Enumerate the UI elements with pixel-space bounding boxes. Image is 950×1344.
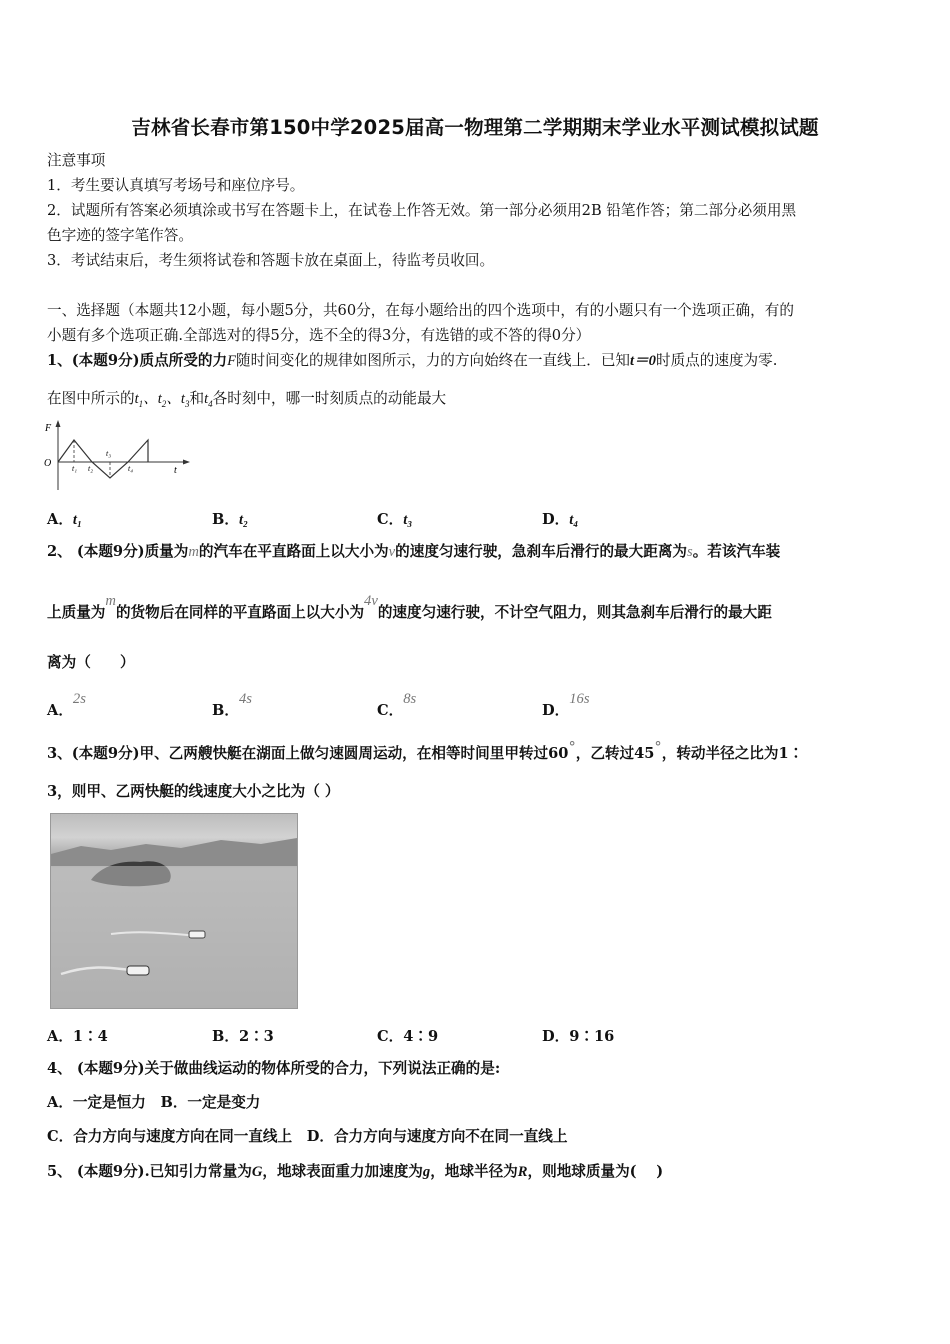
q1-option-b[interactable]: B．t₂ xyxy=(212,511,249,528)
q3-option-b[interactable]: B．2∶3 xyxy=(212,1028,274,1045)
axis-label-f: F xyxy=(45,423,52,434)
section-instructions: 一、选择题（本题共12小题，每小题5分，共60分，在每小题给出的四个选项中，有的小题只有一个选项正确，有的 xyxy=(47,302,794,319)
q2-option-c[interactable]: C．8s xyxy=(377,691,417,719)
q2-option-a[interactable]: A．2s xyxy=(47,691,86,719)
page-title: 吉林省长春市第150中学2025届高一物理第二学期期末学业水平测试模拟试题 xyxy=(131,116,819,139)
q3-option-d[interactable]: D．9∶16 xyxy=(542,1028,615,1045)
q3-option-c[interactable]: C．4∶9 xyxy=(377,1028,439,1045)
axis-label-t: t xyxy=(174,465,177,476)
question-2-stem: 离为（ ） xyxy=(47,654,135,671)
section-instructions: 小题有多个选项正确.全部选对的得5分，选不全的得3分，有选错的或不答的得0分） xyxy=(47,327,591,344)
notice-item: 色字迹的签字笔作答。 xyxy=(47,227,193,244)
question-3-stem: 3，则甲、乙两快艇的线速度大小之比为（ ） xyxy=(47,783,340,800)
question-2-stem: 2、 (本题9分)质量为m的汽车在平直路面上以大小为v的速度匀速行驶，急刹车后滑行的最大距离为s。若该汽车装 xyxy=(47,543,781,560)
tick-label-t2: t₂ xyxy=(88,464,94,473)
notice-item: 2．试题所有答案必须填涂或书写在答题卡上，在试卷上作答无效。第一部分必须用2B 铅笔作答；第二部分必须用黑 xyxy=(47,202,797,219)
question-1-stem: 1、(本题9分)质点所受的力F随时间变化的规律如图所示，力的方向始终在一直线上．已知t＝0时质点的速度为零. xyxy=(47,352,778,369)
q4-options-row[interactable]: A．一定是恒力 B．一定是变力 xyxy=(47,1094,261,1111)
q4-options-row[interactable]: C．合力方向与速度方向在同一直线上 D．合力方向与速度方向不在同一直线上 xyxy=(47,1128,568,1145)
q1-option-d[interactable]: D．t₄ xyxy=(542,511,579,528)
notice-heading: 注意事项 xyxy=(47,152,106,169)
tick-label-t4: t₄ xyxy=(128,464,134,473)
speedboats-photo xyxy=(50,813,298,1009)
tick-label-t3: t₃ xyxy=(106,449,112,458)
force-time-graph xyxy=(40,418,195,498)
q2-option-d[interactable]: D．16s xyxy=(542,691,590,719)
question-1-stem: 在图中所示的$t_1$、$t_2$、$t_3$和$t_4$各时刻中，哪一时刻质点的动能最大 xyxy=(47,390,447,409)
q1-option-c[interactable]: C．t₃ xyxy=(377,511,413,528)
notice-item: 1．考生要认真填写考场号和座位序号。 xyxy=(47,177,305,194)
origin-label: O xyxy=(44,458,52,469)
tick-label-t1: t₁ xyxy=(72,464,78,473)
notice-item: 3．考试结束后，考生须将试卷和答题卡放在桌面上，待监考员收回。 xyxy=(47,252,495,269)
q3-option-a[interactable]: A．1∶4 xyxy=(47,1028,108,1045)
question-5-stem: 5、 (本题9分).已知引力常量为G，地球表面重力加速度为g，地球半径为R，则地球质量为( ) xyxy=(47,1163,664,1180)
q1-option-a[interactable]: A．t₁ xyxy=(47,511,83,528)
q2-option-b[interactable]: B．4s xyxy=(212,691,252,719)
question-3-stem: 3、(本题9分)甲、乙两艘快艇在湖面上做匀速圆周运动，在相等时间里甲转过60°，乙转过45°，转动半径之比为1∶ xyxy=(47,739,804,762)
question-4-stem: 4、 (本题9分)关于做曲线运动的物体所受的合力，下列说法正确的是: xyxy=(47,1060,501,1077)
question-2-stem: 上质量为m的货物后在同样的平直路面上以大小为4v的速度匀速行驶，不计空气阻力，则其急刹车后滑行的最大距 xyxy=(47,593,772,621)
